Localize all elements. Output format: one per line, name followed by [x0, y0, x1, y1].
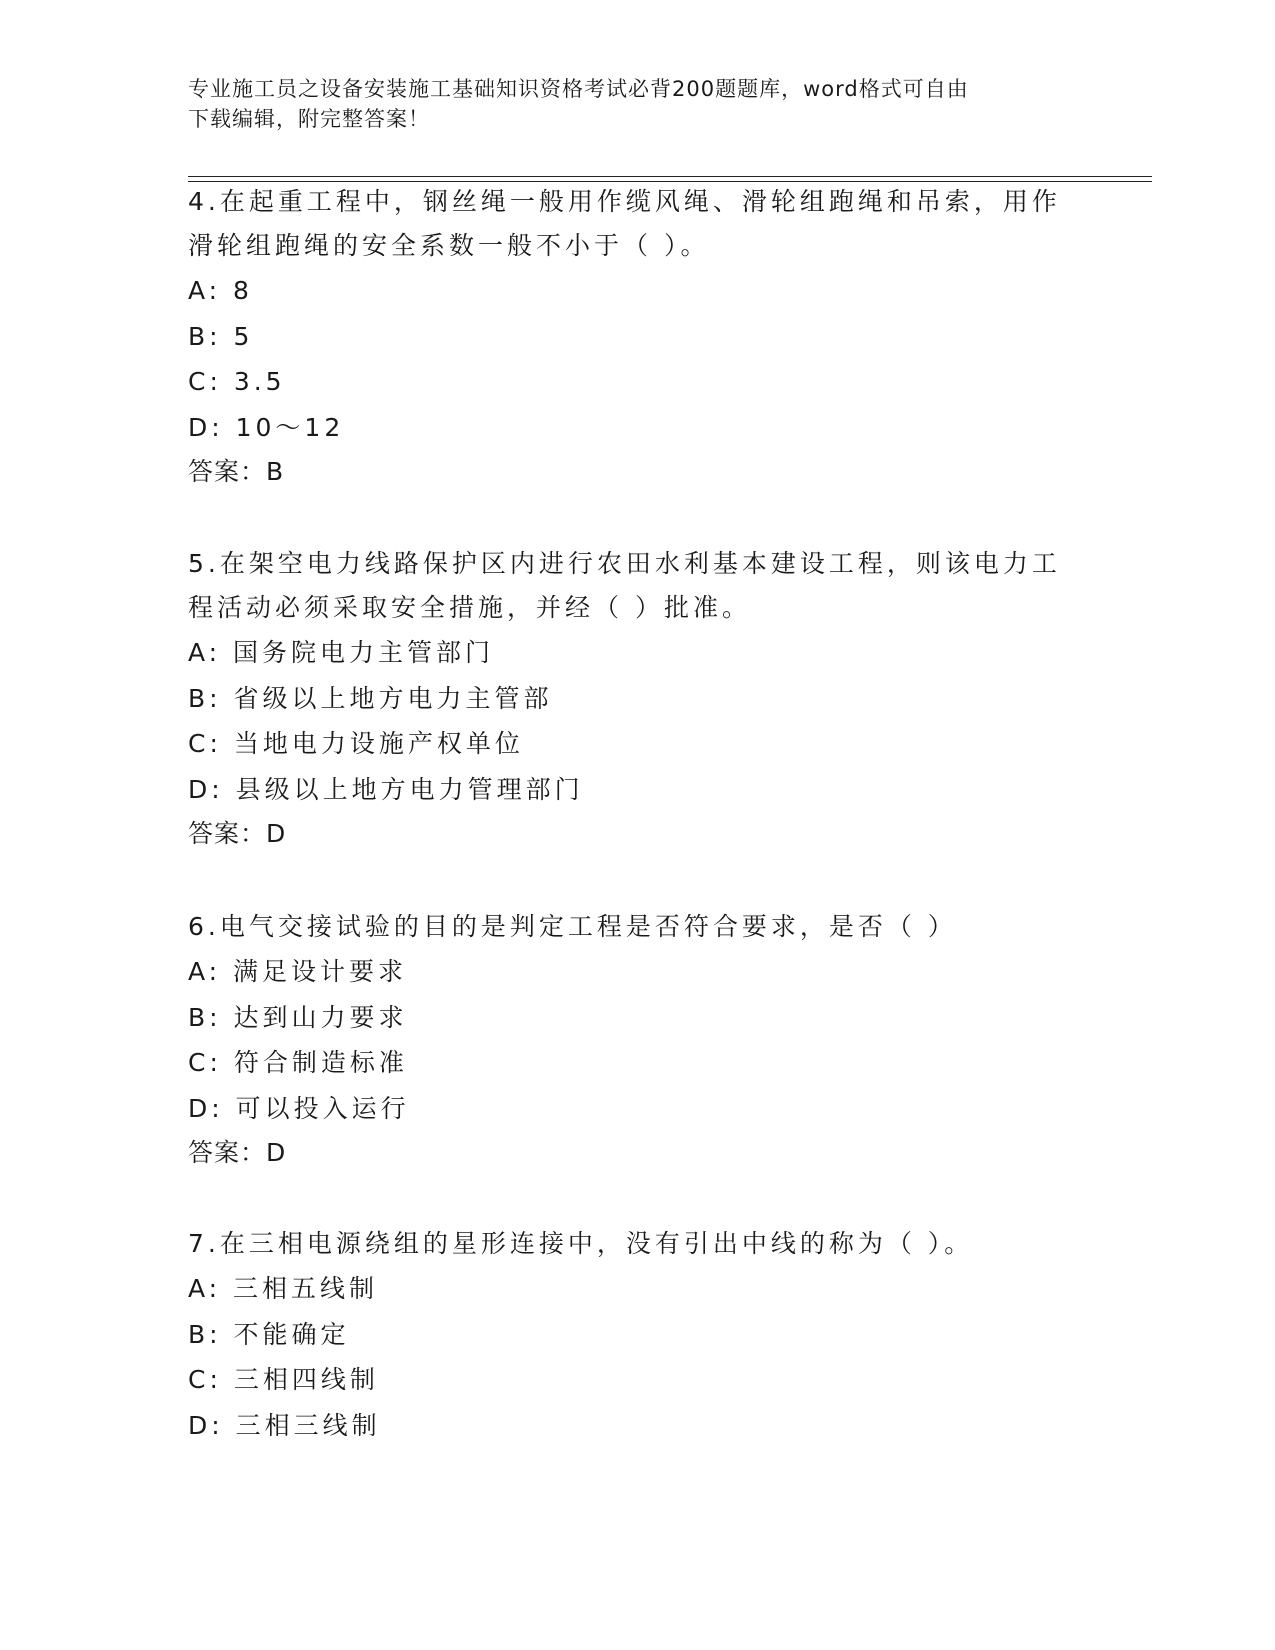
question-text: 程活动必须采取安全措施，并经（ ）批准。: [188, 593, 751, 622]
option-d: D: 三相三线制: [188, 1410, 381, 1440]
option-c: C: 当地电力设施产权单位: [188, 729, 524, 758]
question-text: 5.在架空电力线路保护区内进行农田水利基本建设工程，则该电力工: [188, 549, 1061, 578]
question-text: 滑轮组跑绳的安全系数一般不小于（ ）。: [188, 231, 710, 260]
header-divider-top: [188, 176, 1152, 177]
question-5: [188, 542, 1088, 856]
question-text: 6.电气交接试验的目的是判定工程是否符合要求，是否（ ）: [188, 912, 957, 941]
option-a: A: 满足设计要求: [188, 957, 408, 986]
answer: 答案：B: [188, 457, 285, 486]
question-text: 4.在起重工程中，钢丝绳一般用作缆风绳、滑轮组跑绳和吊索，用作: [188, 187, 1061, 216]
option-a: A: 国务院电力主管部门: [188, 638, 495, 667]
question-6: [188, 905, 1088, 1175]
question-4: [188, 180, 1088, 494]
document-header: [188, 74, 1068, 134]
question-text: 7.在三相电源绕组的星形连接中，没有引出中线的称为（ ）。: [188, 1229, 974, 1258]
option-c: C: 3.5: [188, 367, 286, 396]
header-line-2: 下载编辑，附完整答案！: [188, 107, 430, 131]
option-b: B: 不能确定: [188, 1319, 350, 1349]
answer: 答案：D: [188, 819, 287, 848]
option-b: B: 5: [188, 321, 254, 351]
option-c: C: 符合制造标准: [188, 1048, 408, 1077]
option-c: C: 三相四线制: [188, 1365, 379, 1394]
question-7: [188, 1222, 1088, 1448]
option-d: D: 县级以上地方电力管理部门: [188, 774, 584, 804]
option-b: B: 省级以上地方电力主管部: [188, 683, 553, 713]
header-line-1: 专业施工员之设备安装施工基础知识资格考试必背200题题库，word格式可自由: [188, 77, 969, 101]
option-a: A: 三相五线制: [188, 1274, 379, 1303]
option-d: D: 可以投入运行: [188, 1093, 410, 1123]
answer: 答案：D: [188, 1138, 287, 1167]
option-a: A: 8: [188, 276, 253, 305]
option-d: D: 10～12: [188, 412, 345, 442]
option-b: B: 达到山力要求: [188, 1002, 408, 1032]
